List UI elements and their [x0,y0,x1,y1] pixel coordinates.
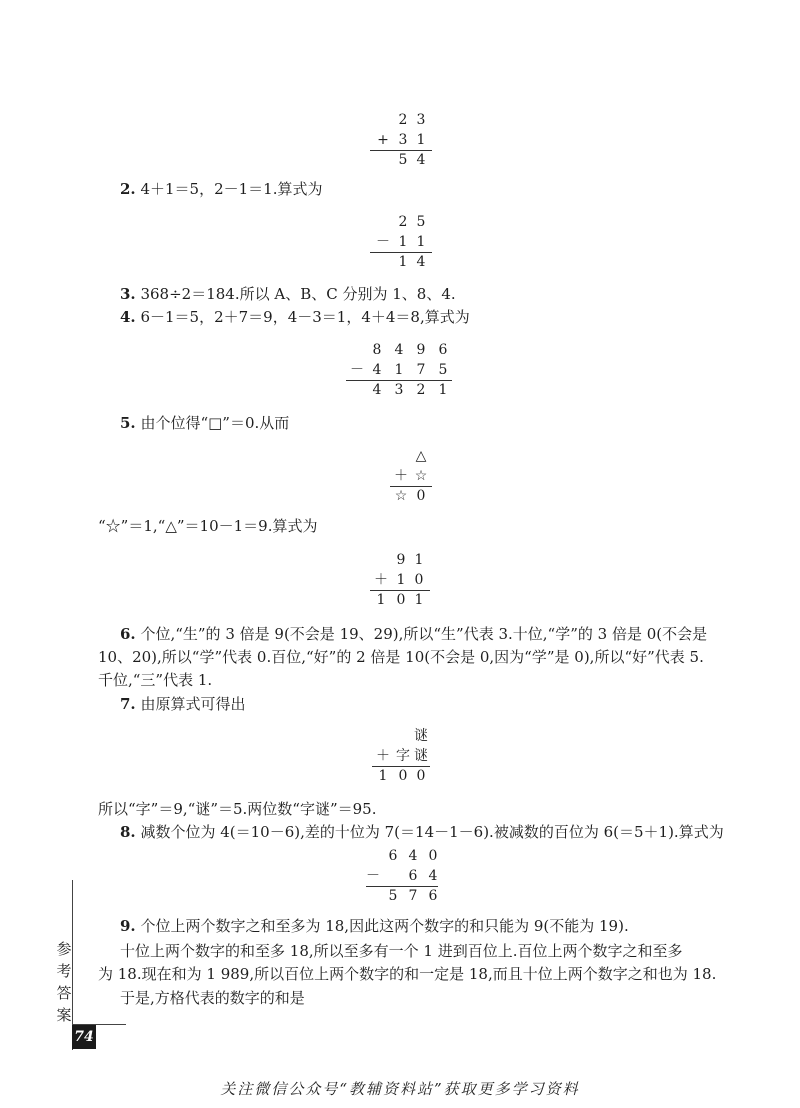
item-5-result: “☆”＝1,“△”＝10－1＝9.算式为 [98,517,318,535]
vertical-calc-5: △ ＋ ☆ ☆ 0 [388,446,438,506]
vertical-calc-1: 2 3 + 3 1 5 4 [370,110,430,170]
item-9-line-4: 于是,方格代表的数字的和是 [120,989,305,1007]
item-9-line-2: 十位上两个数字的和至多 18,所以至多有一个 1 进到百位上.百位上两个数字之和至多 [120,942,683,960]
item-8: 8. 减数个位为 4(＝10－6),差的十位为 7(＝14－1－6).被减数的百位为 6(＝5＋1).算式为 [120,823,724,841]
footer-notice: 关注微信公众号“教辅资料站”获取更多学习资料 [220,1080,580,1098]
item-6-line-2: 10、20),所以“学”代表 0.百位,“好”的 2 倍是 10(不会是 0,因为“学”是 0),所以“好”代表 5. [98,648,704,666]
vertical-calc-8: 6 4 0 － 6 4 5 7 6 [366,848,438,904]
vertical-calc-5b: 9 1 ＋ 1 0 1 0 1 [368,550,430,610]
item-4: 4. 6－1＝5，2＋7＝9，4－3＝1，4＋4＝8,算式为 [120,308,470,326]
vertical-calc-4: 8 4 9 6 － 4 1 7 5 4 3 2 1 [346,340,456,400]
item-9-line-1: 9. 个位上两个数字之和至多为 18,因此这两个数字的和只能为 9(不能为 19). [120,917,629,935]
item-3: 3. 368÷2＝184.所以 A、B、C 分别为 1、8、4. [120,285,456,303]
item-9-line-3: 为 18.现在和为 1 989,所以百位上两个数字的和一定是 18,而且十位上两个数字之和也为 18. [98,965,717,983]
page-number: 74 [72,1025,96,1049]
item-6-line-1: 6. 个位,“生”的 3 倍是 9(不会是 19、29),所以“生”代表 3.十位,“学”的 3 倍是 0(不会是 [120,625,708,643]
item-7-result: 所以“字”＝9,“谜”＝5.两位数“字谜”＝95. [98,800,377,818]
item-2: 2. 4＋1＝5，2－1＝1.算式为 [120,180,323,198]
item-5: 5. 由个位得“□”＝0.从而 [120,414,290,432]
sidebar-label: 参考答案 [56,940,72,1024]
item-6-line-3: 千位,“三”代表 1. [98,671,213,689]
vertical-calc-2: 2 5 － 1 1 1 4 [370,212,430,272]
item-7: 7. 由原算式可得出 [120,695,246,713]
vertical-calc-7: 谜 ＋ 字 谜 1 0 0 [370,726,432,786]
